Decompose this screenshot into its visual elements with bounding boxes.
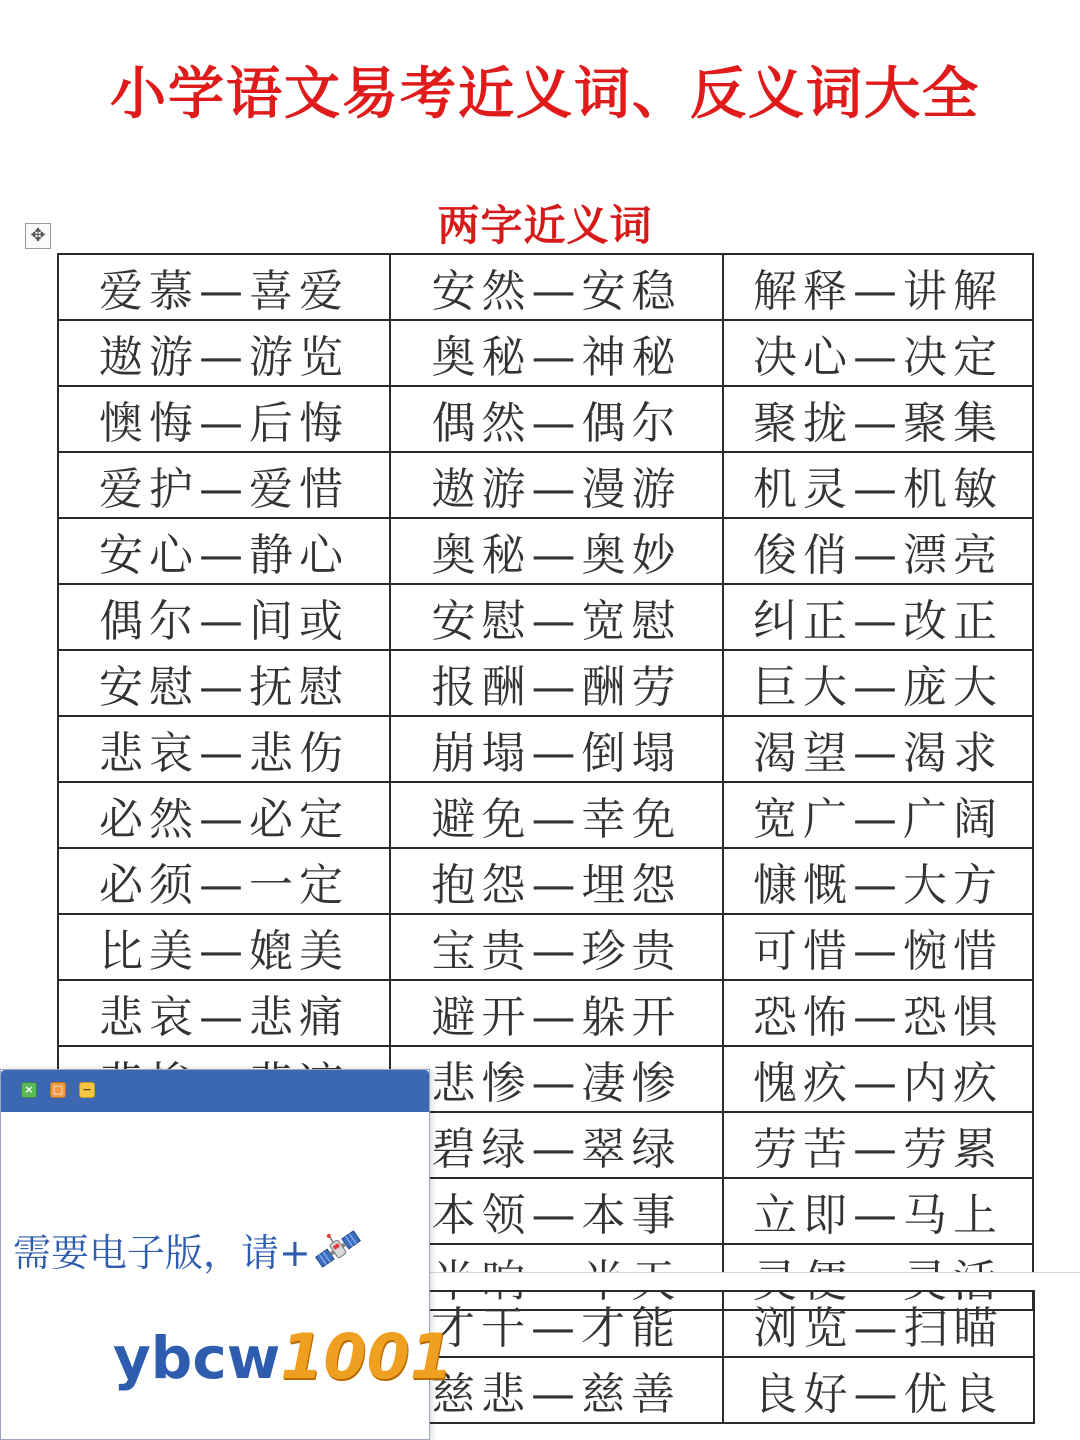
page-break [430,1272,1080,1291]
word-pair-cell: 良好—优良 [723,1357,1034,1423]
word-pair-cell: 愧疚—内疚 [723,1046,1033,1112]
word-pair-cell: 安慰—抚慰 [58,650,390,716]
word-pair-cell: 安然—安稳 [390,254,723,320]
word-pair-cell: 奥秘—奥妙 [390,518,723,584]
popup-title-bar[interactable] [1,1070,429,1112]
wechat-id [113,1320,453,1393]
table-row [58,848,1033,914]
section-title: 两字近义词 [437,201,653,250]
table-row [58,914,1033,980]
page-title: 小学语文易考近义词、反义词大全 [110,61,980,127]
word-pair-cell: 奥秘—神秘 [390,320,723,386]
word-pair-cell: 懊悔—后悔 [58,386,390,452]
popup-message-text: 需要电子版，请+ [13,1231,311,1275]
word-pair-cell: 慷慨—大方 [723,848,1033,914]
word-pair-cell: 劳苦—劳累 [723,1112,1033,1178]
word-pair-cell: 避开—躲开 [390,980,723,1046]
word-pair-cell: 避免—幸免 [390,782,723,848]
close-icon[interactable]: × [21,1082,37,1098]
word-pair-cell: 爱护—爱惜 [58,452,390,518]
word-pair-cell: 慈悲—慈善 [389,1357,723,1423]
satellite-icon [313,1226,363,1281]
word-pair-cell: 解释—讲解 [723,254,1033,320]
wechat-id-letters: ybcw [113,1324,281,1392]
word-pair-cell: 才干—才能 [389,1291,723,1357]
word-pair-cell: 机灵—机敏 [723,452,1033,518]
word-pair-cell: 纠正—改正 [723,584,1033,650]
word-pair-cell: 立即—马上 [723,1178,1033,1244]
word-pair-cell: 必须—一定 [58,848,390,914]
word-pair-cell: 碧绿—翠绿 [390,1112,723,1178]
table-row [58,518,1033,584]
table-row [58,716,1033,782]
synonym-table-continued [388,1290,1035,1424]
word-pair-cell: 巨大—庞大 [723,650,1033,716]
table-row [389,1291,1034,1357]
word-pair-cell: 爱慕—喜爱 [58,254,390,320]
table-row [58,782,1033,848]
word-pair-cell: 安心—静心 [58,518,390,584]
word-pair-cell: 偶尔—间或 [58,584,390,650]
table-row [58,320,1033,386]
word-pair-cell: 崩塌—倒塌 [390,716,723,782]
word-pair-cell: 悲惨—凄惨 [390,1046,723,1112]
contact-popup-window[interactable] [0,1069,453,1440]
word-pair-cell: 聚拢—聚集 [723,386,1033,452]
table-move-handle-icon[interactable]: ✥ [25,223,51,249]
word-pair-cell: 宽广—广阔 [723,782,1033,848]
table-row [58,584,1033,650]
word-pair-cell: 遨游—漫游 [390,452,723,518]
word-pair-cell: 本领—本事 [390,1178,723,1244]
word-pair-cell: 悲哀—悲伤 [58,716,390,782]
word-pair-cell: 抱怨—埋怨 [390,848,723,914]
popup-message [13,1222,363,1281]
word-pair-cell: 偶然—偶尔 [390,386,723,452]
word-pair-cell: 决心—决定 [723,320,1033,386]
word-pair-cell: 比美—媲美 [58,914,390,980]
maximize-icon[interactable]: □ [50,1082,66,1098]
word-pair-cell: 报酬—酬劳 [390,650,723,716]
word-pair-cell: 悲哀—悲痛 [58,980,390,1046]
table-row [58,452,1033,518]
word-pair-cell: 渴望—渴求 [723,716,1033,782]
word-pair-cell: 安慰—宽慰 [390,584,723,650]
table-row [389,1357,1034,1423]
word-pair-cell: 必然—必定 [58,782,390,848]
word-pair-cell: 可惜—惋惜 [723,914,1033,980]
table-row [58,980,1033,1046]
word-pair-cell: 俊俏—漂亮 [723,518,1033,584]
minimize-icon[interactable]: − [79,1082,95,1098]
wechat-id-digits: 1001 [280,1320,453,1393]
word-pair-cell: 浏览—扫瞄 [723,1291,1034,1357]
word-pair-cell: 遨游—游览 [58,320,390,386]
table-row [58,650,1033,716]
table-row [58,386,1033,452]
word-pair-cell: 宝贵—珍贵 [390,914,723,980]
word-pair-cell: 恐怖—恐惧 [723,980,1033,1046]
table-row [58,254,1033,320]
